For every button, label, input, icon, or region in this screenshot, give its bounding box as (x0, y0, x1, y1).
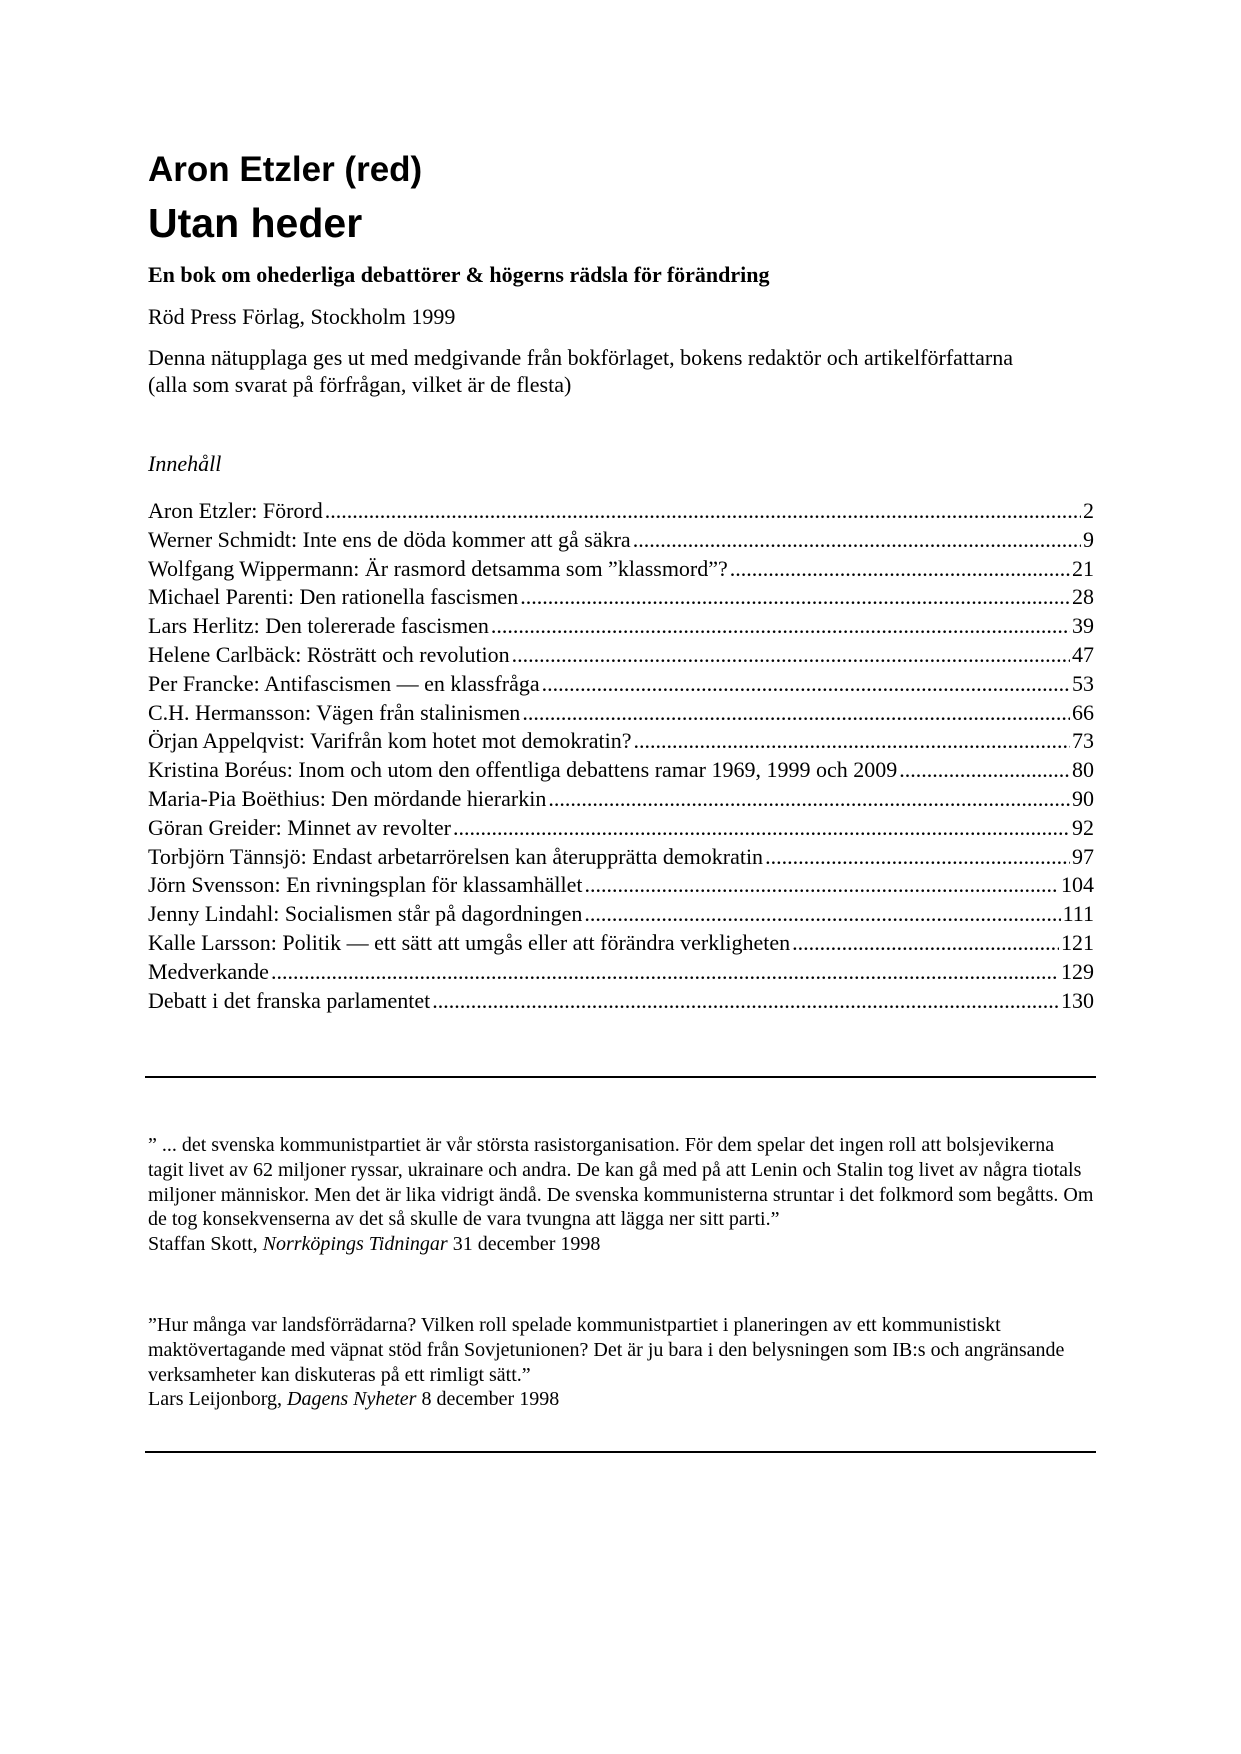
toc-entry-title: Göran Greider: Minnet av revolter (148, 814, 451, 840)
quote-source (148, 1387, 1094, 1412)
toc-dot-leader (584, 871, 1059, 900)
toc-dot-leader (491, 612, 1070, 641)
quote-author: Lars Leijonborg, (148, 1388, 283, 1411)
toc-dot-leader (634, 727, 1071, 756)
toc-entry (148, 497, 1094, 526)
toc-entry (148, 612, 1094, 641)
quote-date: 8 december 1998 (421, 1388, 560, 1411)
toc-entry-page: 104 (1061, 872, 1094, 898)
editor-name: Aron Etzler (red) (148, 150, 423, 189)
toc-entry-title: Torbjörn Tännsjö: Endast arbetarrörelsen kan återupprätta demokratin (148, 843, 764, 869)
toc-entry-title: Werner Schmidt: Inte ens de döda kommer att gå säkra (148, 526, 631, 552)
toc-dot-leader (522, 699, 1070, 728)
toc-entry-title: Kristina Boréus: Inom och utom den offentliga debattens ramar 1969, 1999 och 2009 (148, 757, 898, 783)
document-header (148, 150, 1094, 1015)
toc-entry-page: 73 (1072, 728, 1094, 754)
toc-entry (148, 871, 1094, 900)
quote-text: ”Hur många var landsförrädarna? Vilken roll spelade kommunistpartiet i planeringen av ett kommunistiskt maktövertagande med väpnat stöd från Sovjetunionen? Det är ju bara i den belysningen som IB:s och angränsande verksamheter kan diskuteras på ett rimligt sätt.” (148, 1314, 1065, 1386)
toc-entry-title: Michael Parenti: Den rationella fascismen (148, 584, 519, 610)
toc-dot-leader (899, 756, 1070, 785)
toc-entry-page: 80 (1072, 757, 1094, 783)
toc-dot-leader (453, 814, 1070, 843)
toc-entry (148, 583, 1094, 612)
quote-source (148, 1232, 1094, 1257)
toc-dot-leader (765, 843, 1070, 872)
toc-entry-title: Lars Herlitz: Den tolererade fascismen (148, 613, 489, 639)
toc-dot-leader (633, 526, 1081, 555)
quote-text: ” ... det svenska kommunistpartiet är vår största rasistorganisation. För dem spelar det ingen roll att bolsjevikerna tagit livet av 62 miljoner ryssar, ukrainare och andra. De kan gå med på att Lenin och Stalin tog livet av några tiotals miljoner människor. Men det är lika vidrigt ändå. De svenska kommunisterna struntar i det folkmord som begåtts. Om de tog konsekvenserna av det så skulle de vara tvungna att lägga ner sitt parti.” (148, 1134, 1094, 1231)
toc-entry (148, 958, 1094, 987)
toc-entry-page: 28 (1072, 584, 1094, 610)
toc-entry-title: Wolfgang Wippermann: Är rasmord detsamma som ”klassmord”? (148, 555, 728, 581)
toc-entry-title: Örjan Appelqvist: Varifrån kom hotet mot demokratin? (148, 728, 632, 754)
quote-block-2 (148, 1313, 1094, 1412)
toc-entry-title: Per Francke: Antifascismen — en klassfråga (148, 670, 540, 696)
table-of-contents (148, 497, 1094, 1015)
toc-entry (148, 670, 1094, 699)
toc-dot-leader (542, 670, 1070, 699)
toc-entry-page: 2 (1083, 498, 1094, 523)
toc-entry-page: 129 (1061, 958, 1094, 984)
toc-dot-leader (792, 929, 1059, 958)
toc-entry-title: Helene Carlbäck: Rösträtt och revolution (148, 641, 510, 667)
toc-entry-page: 9 (1083, 526, 1094, 552)
toc-entry-page: 21 (1072, 555, 1094, 581)
toc-entry (148, 785, 1094, 814)
toc-entry (148, 756, 1094, 785)
quote-publication: Dagens Nyheter (287, 1388, 417, 1411)
toc-entry (148, 641, 1094, 670)
toc-entry-page: 66 (1072, 699, 1094, 725)
toc-entry-title: Medverkande (148, 958, 269, 984)
toc-dot-leader (548, 785, 1070, 814)
toc-entry (148, 814, 1094, 843)
toc-entry (148, 929, 1094, 958)
book-title: Utan heder (148, 200, 363, 246)
toc-entry-page: 97 (1072, 843, 1094, 869)
toc-dot-leader (512, 641, 1070, 670)
toc-entry-page: 130 (1061, 987, 1094, 1013)
toc-dot-leader (584, 900, 1060, 929)
publisher-line: Röd Press Förlag, Stockholm 1999 (148, 304, 456, 329)
toc-entry-page: 121 (1061, 929, 1094, 955)
toc-entry-title: Kalle Larsson: Politik — ett sätt att umgås eller att förändra verkligheten (148, 929, 791, 955)
toc-entry (148, 727, 1094, 756)
quote-date: 31 december 1998 (452, 1233, 601, 1256)
toc-entry-page: 47 (1072, 641, 1094, 667)
toc-entry (148, 843, 1094, 872)
toc-entry-page: 53 (1072, 670, 1094, 696)
toc-entry-title: Debatt i det franska parlamentet (148, 987, 431, 1013)
toc-dot-leader (325, 497, 1081, 526)
toc-dot-leader (730, 555, 1070, 584)
toc-entry-title: Jörn Svensson: En rivningsplan för klassamhället (148, 872, 583, 898)
divider-top (145, 1076, 1096, 1078)
toc-entry-page: 39 (1072, 613, 1094, 639)
toc-entry-title: C.H. Hermansson: Vägen från stalinismen (148, 699, 521, 725)
divider-bottom (145, 1451, 1096, 1453)
book-subtitle: En bok om ohederliga debattörer & högerns rädsla för förändring (148, 262, 770, 287)
toc-entry-page: 90 (1072, 785, 1094, 811)
toc-dot-leader (271, 958, 1059, 987)
toc-entry (148, 987, 1094, 1016)
toc-entry-title: Maria-Pia Boëthius: Den mördande hierarkin (148, 785, 547, 811)
toc-entry-title: Jenny Lindahl: Socialismen står på dagordningen (148, 901, 583, 927)
toc-dot-leader (520, 583, 1070, 612)
quote-publication: Norrköpings Tidningar (262, 1233, 448, 1256)
quote-author: Staffan Skott, (148, 1233, 258, 1256)
toc-entry (148, 900, 1094, 929)
toc-dot-leader (432, 987, 1059, 1016)
toc-heading: Innehåll (148, 451, 222, 476)
quote-block-1 (148, 1133, 1094, 1257)
toc-entry (148, 526, 1094, 555)
toc-entry-title: Aron Etzler: Förord (148, 498, 323, 523)
toc-entry-page: 92 (1072, 814, 1094, 840)
edition-note: Denna nätupplaga ges ut med medgivande från bokförlaget, bokens redaktör och artikelförfattarna (alla som svarat på förfrågan, vilket är de flesta) (148, 345, 1013, 397)
toc-entry-page: 111 (1062, 901, 1094, 927)
toc-entry (148, 699, 1094, 728)
toc-entry (148, 555, 1094, 584)
